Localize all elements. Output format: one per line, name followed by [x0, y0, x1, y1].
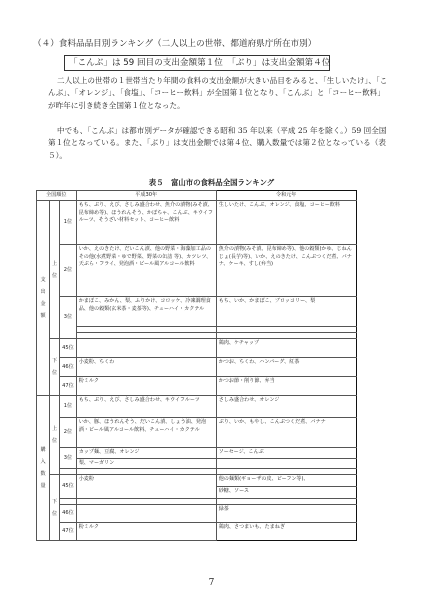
cell-h30: もち、ぶり、えび、さしみ盛合わせ、魚介の漬物(みそ漬、昆布締め等)、ほうれんそう、かぼちゃ、こんぶ、キウイフルーツ、そうざい材料セット、コーヒー飲料: [76, 201, 216, 245]
cell-h30: かまぼこ、みかん、梨、ふりかけ、コロッケ、冷凍調理食品、他の穀類(玄米茶・麦茶等)、チューハイ・カクテル: [76, 297, 216, 327]
header-h30: 平成30年: [76, 191, 216, 201]
rank-label: 46位: [60, 505, 77, 523]
rank-label: 45位: [60, 475, 77, 499]
cell-r1: 鶏肉、ケチャップ: [216, 339, 356, 358]
boxed-note: 「こんぶ」は 59 回目の支出金額第１位 「ぶり」は支出金額第４位: [64, 55, 330, 71]
rank-label: 2位: [60, 245, 77, 297]
table-row: [37, 358, 357, 377]
rank-label: 1位: [60, 396, 77, 418]
cell-h30: 粉ミルク: [76, 377, 216, 396]
cell-h30: 小麦粉: [76, 475, 216, 499]
table-row: [37, 297, 357, 327]
cell-r1: [216, 458, 356, 468]
page-number: 7: [208, 578, 215, 588]
cell-h30: もち、ぶり、えび、さしみ盛合わせ、キウイフルーツ: [76, 396, 216, 418]
table-header-row: [37, 191, 357, 201]
table-row: [37, 396, 357, 418]
cell-r1: ソーセージ、こんぶ: [216, 448, 356, 458]
header-rank: 全国順位: [37, 191, 77, 201]
rank-label: 3位: [60, 448, 77, 469]
group-label-quantity: 購入数量: [37, 396, 50, 541]
paragraph-1: 二人以上の世帯の１世帯当たり年間の食料の支出金額が大きい品目をみると、「生しいたけ」、「こんぶ」、「オレンジ」、「食塩」、「コーヒー飲料」が全国第１位となり、「こんぶ」と「コーヒー飲料」が昨年に引き続き全国第１位となった。: [48, 76, 388, 110]
cell-r1: もち、いか、かまぼこ、ブロッコリー、梨: [216, 297, 356, 327]
cell-r1: 他の麺類(ギョーザの皮、ビーフン等)、: [216, 475, 356, 487]
rank-label: 3位: [60, 297, 77, 339]
table-row: [37, 475, 357, 487]
table-row: [37, 458, 357, 468]
rank-label: 46位: [60, 358, 77, 377]
cell-h30: 梨、マーガリン: [76, 458, 216, 468]
table-caption: 表５ 富山市の食料品全国ランキング: [148, 178, 275, 187]
rank-label: 47位: [60, 523, 77, 541]
cell-r1: 砂糖、ソース: [216, 487, 356, 499]
lower-label: 下位: [50, 339, 60, 396]
rank-label: 2位: [60, 418, 77, 448]
table-row: [37, 201, 357, 245]
upper-label: 上位: [50, 396, 60, 475]
cell-h30: [76, 339, 216, 358]
rank-label: 1位: [60, 201, 77, 245]
table-row: [37, 377, 357, 396]
rank-label: 45位: [60, 339, 77, 358]
cell-r1: 鶏肉、さつまいも、たまねぎ: [216, 523, 356, 541]
table-row: [37, 339, 357, 358]
table-row: [37, 245, 357, 297]
upper-label: 上位: [50, 201, 60, 339]
cell-h30: カップ麺、豆腐、オレンジ: [76, 448, 216, 458]
cell-r1: 生しいたけ、こんぶ、オレンジ、食塩、コーヒー飲料: [216, 201, 356, 245]
ranking-table: [36, 190, 357, 541]
lower-label: 下位: [50, 475, 60, 541]
rank-label: 47位: [60, 377, 77, 396]
group-label-spending: 支出金額: [37, 201, 50, 396]
table-row: [37, 418, 357, 448]
cell-r1: かつお節・削り節、弁当: [216, 377, 356, 396]
cell-r1: 緑茶: [216, 505, 356, 523]
header-r1: 令和元年: [216, 191, 356, 201]
cell-h30: いか、豚、ほうれんそう、だいこん漬、しょう油、発泡酒・ビール風アルコール飲料、チューハイ・カクテル: [76, 418, 216, 448]
table-row: [37, 523, 357, 541]
cell-r1: かつお、ちくわ、ハンバーグ、紅茶: [216, 358, 356, 377]
paragraph-2: 中でも、「こんぶ」は都市別データが確認できる昭和 35 年以来（平成 25 年を除く。）59 回全国第１位となっている。また、「ぶり」は支出金額では第４位、購入数量では第２位となっている（表５）。: [48, 126, 387, 160]
table-row: [37, 505, 357, 523]
cell-r1: さしみ盛合わせ、オレンジ: [216, 396, 356, 418]
cell-h30: [76, 505, 216, 523]
cell-h30: 小麦粉、ちくわ: [76, 358, 216, 377]
cell-r1: 魚介の漬物(みそ漬、昆布締め等)、他の穀類(かゆ、じねんじょ(長芋)等)、いか、えのきたけ、こんぶつくだ煮、バナナ、ケーキ、すし(弁当): [216, 245, 356, 297]
section-heading: （４）食料品品目別ランキング（二人以上の世帯、都道府県庁所在市別）: [33, 39, 317, 49]
cell-h30: 粉ミルク: [76, 523, 216, 541]
cell-r1: ぶり、いか、もやし、こんぶつくだ煮、バナナ: [216, 418, 356, 448]
table-row: [37, 448, 357, 458]
cell-h30: いか、えのきたけ、だいこん漬、他の野菜・海藻加工品のその他(水煮野菜・ゆで野菜、野菜の缶詰 等)、カツレツ、天ぷら・フライ、発泡酒・ビール風アルコール飲料: [76, 245, 216, 297]
